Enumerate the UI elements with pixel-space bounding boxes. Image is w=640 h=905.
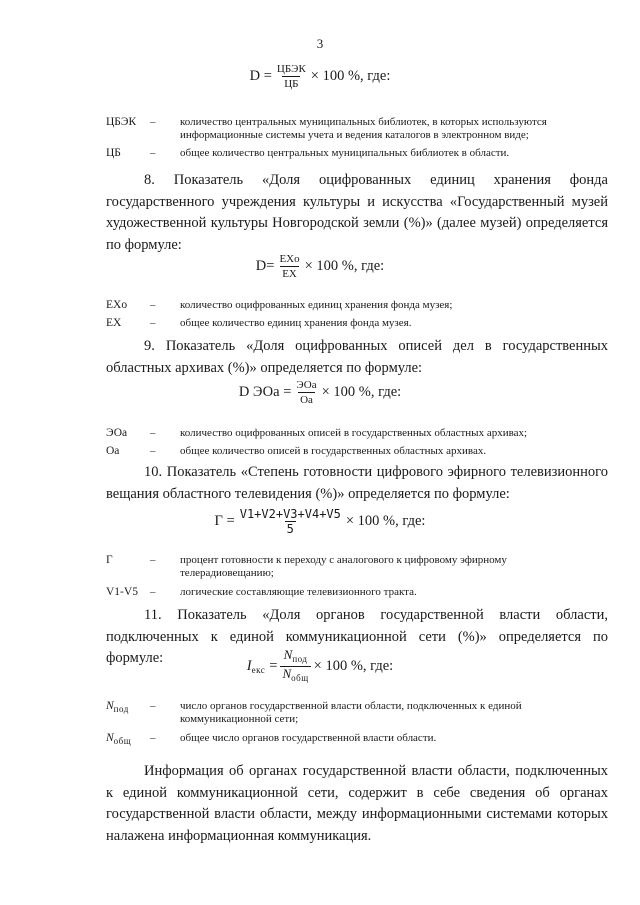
denominator: 5 (286, 522, 294, 536)
paragraph-final: Информация об органах государственной власти области, подключенных к единой коммуникационной сети, содержит в себе сведения об органах государственной власти области, между информационными системами которых налажена информационная коммуникация. (106, 763, 608, 844)
definition-row (106, 554, 586, 580)
definition-text: общее количество центральных муниципальных библиотек в области. (180, 147, 510, 159)
fraction (275, 62, 308, 91)
definition-symbol: ЦБЭК (106, 116, 137, 128)
formula-lhs: D ЭОа = (238, 384, 292, 400)
paragraph-8: 8. Показатель «Доля оцифрованных единиц хранения фонда государственного учреждения культуры и искусства «Государственный музей художественной культуры Новгородской земли (%)» (далее музей) определяется по формуле: (106, 172, 608, 253)
definition-dash: – (150, 317, 156, 329)
denominator: EX (282, 268, 297, 280)
definition-symbol (106, 700, 150, 726)
definition-symbol (106, 732, 150, 748)
definition-symbol: Г (106, 554, 113, 566)
definition-text: количество оцифрованных описей в государственных областных архивах; (180, 427, 528, 439)
definitions-cbek (106, 116, 586, 163)
definition-text: общее число органов государственной власти области. (180, 732, 437, 744)
formula-eoa (0, 378, 640, 407)
symbol-subscript: общ (113, 736, 132, 746)
definition-dash: – (150, 147, 156, 159)
formula-lhs (247, 658, 265, 675)
definition-symbol: V1-V5 (106, 586, 138, 598)
numerator: ЦБЭК (276, 63, 306, 75)
formula-g (0, 507, 640, 536)
definition-row (106, 732, 586, 748)
fraction (238, 507, 343, 536)
denominator-subscript: общ (291, 673, 309, 683)
numerator (282, 648, 310, 666)
definition-dash: – (150, 116, 156, 128)
definition-row (106, 586, 586, 599)
definition-dash: – (150, 445, 156, 457)
definition-row (106, 445, 586, 458)
numerator: ЭОа (296, 379, 317, 391)
paragraph-9: 9. Показатель «Доля оцифрованных описей дел в государственных областных архивах (%)» определяется по формуле: (106, 338, 608, 376)
formula-rhs: × 100 %, где: (313, 658, 394, 674)
formula-exo (0, 252, 640, 281)
definitions-n (106, 700, 586, 751)
definition-symbol: ЭОа (106, 427, 128, 439)
definition-row (106, 116, 586, 142)
formula-rhs: × 100 %, где: (321, 384, 402, 400)
definition-text: число органов государственной власти области, подключенных к единой коммуникационной сети; (180, 700, 522, 725)
denominator: ЦБ (284, 78, 299, 90)
definition-dash: – (150, 554, 156, 566)
formula-lhs: Г = (214, 513, 235, 529)
definition-symbol: Оа (106, 445, 120, 457)
definition-text: количество оцифрованных единиц хранения фонда музея; (180, 299, 453, 311)
page-number: 3 (316, 36, 324, 51)
definition-row (106, 700, 586, 726)
formula-rhs: × 100 %, где: (345, 513, 426, 529)
denominator: Оа (300, 394, 313, 406)
formula-lhs: D= (255, 258, 275, 274)
formula-rhs: × 100 %, где: (304, 258, 385, 274)
numerator-subscript: под (292, 654, 308, 664)
definition-dash: – (150, 586, 156, 598)
definition-symbol: ЦБ (106, 147, 121, 159)
definition-dash: – (150, 427, 156, 439)
equals-sign: = (269, 658, 278, 674)
numerator: EXo (279, 253, 300, 265)
definitions-g (106, 554, 586, 602)
definition-text: логические составляющие телевизионного тракта. (180, 586, 417, 598)
formula-rhs: × 100 %, где: (310, 68, 391, 84)
denominator-main: N (282, 666, 292, 681)
fraction (280, 648, 310, 685)
formula-cbek (0, 62, 640, 91)
definition-symbol: EX (106, 317, 122, 329)
symbol-subscript: под (113, 704, 129, 714)
formula-iecs (0, 648, 640, 685)
definition-text: количество центральных муниципальных библиотек, в которых используются информационные системы учета и ведения каталогов в электронном виде; (180, 116, 547, 141)
definition-text: общее количество описей в государственных областных архивах. (180, 445, 487, 457)
denominator (280, 666, 310, 685)
fraction (277, 252, 301, 281)
definition-row (106, 147, 586, 160)
definition-row (106, 427, 586, 440)
symbol-main: N (106, 700, 114, 712)
formula-lhs: D = (249, 68, 272, 84)
definition-dash: – (150, 299, 156, 311)
definition-row (106, 299, 586, 312)
symbol-main: N (106, 732, 114, 744)
definition-text: процент готовности к переходу с аналогового к цифровому эфирному телерадиовещанию; (180, 554, 507, 579)
numerator-main: N (283, 647, 293, 662)
definition-dash: – (150, 700, 156, 712)
definition-text: общее количество единиц хранения фонда музея. (180, 317, 412, 329)
definition-symbol: EXo (106, 299, 128, 311)
formula-lhs-main: I (246, 658, 252, 674)
paragraph-11: 11. Показатель «Доля органов государственной власти области, подключенных к единой коммуникационной сети (%)» определяется по формуле: (106, 607, 608, 667)
definitions-exo (106, 299, 586, 333)
numerator: V1+V2+V3+V4+V5 (239, 507, 341, 521)
formula-lhs-subscript: екс (251, 665, 266, 675)
definition-dash: – (150, 732, 156, 744)
definition-row (106, 317, 586, 330)
definitions-eoa (106, 427, 586, 461)
fraction (294, 378, 318, 407)
paragraph-10: 10. Показатель «Степень готовности цифрового эфирного телевизионного вещания областного телевидения (%)» определяется по формуле: (106, 464, 608, 502)
